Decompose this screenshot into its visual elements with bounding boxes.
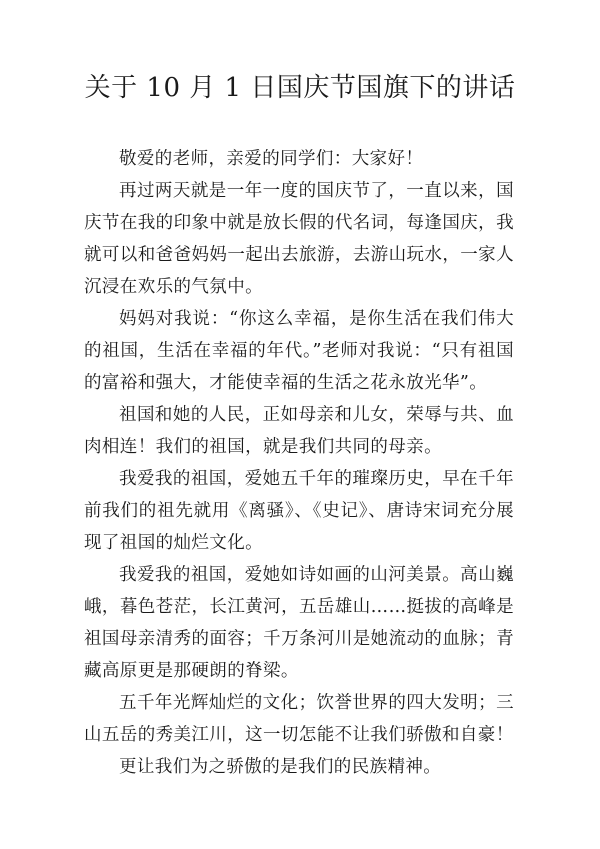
paragraph: 我爱我的祖国，爱她如诗如画的山河美景。高山巍峨，暮色苍茫，长江黄河，五岳雄山……挺拔的高峰是祖国母亲清秀的面容；千万条河川是她流动的血脉；青藏高原更是那硬朗的脊梁。 (84, 565, 514, 681)
paragraph: 祖国和她的人民，正如母亲和儿女，荣辱与共、血肉相连！我们的祖国，就是我们共同的母亲。 (84, 405, 514, 457)
paragraph: 妈妈对我说：“你这么幸福，是你生活在我们伟大的祖国，生活在幸福的年代。”老师对我说：“只有祖国的富裕和强大，才能使幸福的生活之花永放光华”。 (84, 309, 514, 393)
paragraph: 我爱我的祖国，爱她五千年的璀璨历史，早在千年前我们的祖先就用《离骚》、《史记》、唐诗宋词充分展现了祖国的灿烂文化。 (84, 469, 514, 553)
paragraph: 五千年光辉灿烂的文化；饮誉世界的四大发明；三山五岳的秀美江川，这一切怎能不让我们骄傲和自豪！ (84, 693, 514, 745)
document-body (84, 143, 514, 783)
paragraph: 再过两天就是一年一度的国庆节了，一直以来，国庆节在我的印象中就是放长假的代名词，每逢国庆，我就可以和爸爸妈妈一起出去旅游，去游山玩水，一家人沉浸在欢乐的气氛中。 (84, 181, 514, 297)
paragraph-greeting: 敬爱的老师，亲爱的同学们：大家好！ (119, 149, 424, 169)
document-title: 关于 10 月 1 日国庆节国旗下的讲话 (84, 73, 516, 103)
paragraph: 更让我们为之骄傲的是我们的民族精神。 (119, 757, 442, 777)
